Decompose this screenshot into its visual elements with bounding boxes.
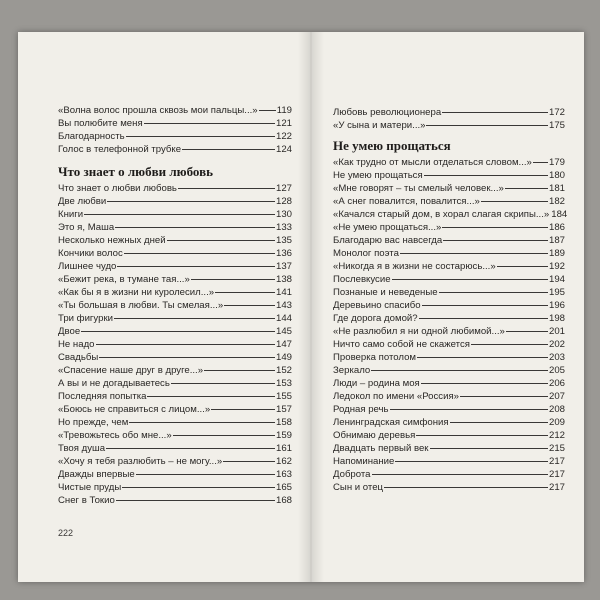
- toc-entry: [333, 182, 565, 195]
- toc-entry: [58, 286, 292, 299]
- toc-entry-page: 215: [548, 443, 565, 454]
- book-spread: [18, 32, 584, 582]
- toc-entry: [333, 273, 565, 286]
- toc-entry-page: 201: [548, 326, 565, 337]
- toc-entry-title: Благодарю вас навсегда: [333, 235, 443, 246]
- toc-entry: [58, 234, 292, 247]
- toc-entry-title: Несколько нежных дней: [58, 235, 166, 246]
- toc-entry-title: Обнимаю деревья: [333, 430, 416, 441]
- toc-entry-page: 205: [548, 365, 565, 376]
- toc-entry: [333, 312, 565, 325]
- toc-entry: [58, 377, 292, 390]
- toc-entry: [58, 390, 292, 403]
- toc-entry: [333, 260, 565, 273]
- toc-entry-title: Дважды впервые: [58, 469, 135, 480]
- toc-entry: [333, 351, 565, 364]
- toc-entry-title: Последняя попытка: [58, 391, 147, 402]
- toc-leader: [173, 435, 275, 436]
- toc-entry-page: 149: [275, 352, 292, 363]
- toc-entry: [333, 364, 565, 377]
- toc-entry-title: Но прежде, чем: [58, 417, 129, 428]
- toc-entry: [333, 247, 565, 260]
- toc-entry-page: 138: [275, 274, 292, 285]
- toc-leader: [419, 318, 548, 319]
- toc-entry: [58, 442, 292, 455]
- toc-entry-page: 155: [275, 391, 292, 402]
- toc-entry: [58, 429, 292, 442]
- toc-leader: [450, 422, 548, 423]
- toc-entry-title: «Не разлюбил я ни одной любимой...»: [333, 326, 505, 337]
- toc-leader: [116, 500, 275, 501]
- toc-entry-page: 127: [275, 183, 292, 194]
- toc-entry-page: 152: [275, 365, 292, 376]
- toc-entry-page: 187: [548, 235, 565, 246]
- toc-entry: [333, 156, 565, 169]
- toc-leader: [126, 136, 275, 137]
- toc-entry-title: «Хочу я тебя разлюбить – не могу...»: [58, 456, 223, 467]
- toc-entry-page: 196: [548, 300, 565, 311]
- toc-leader: [421, 383, 548, 384]
- toc-leader: [167, 240, 275, 241]
- toc-entry-title: Благодарность: [58, 131, 125, 142]
- toc-leader: [117, 266, 275, 267]
- toc-entry: [58, 481, 292, 494]
- toc-entry-title: Что знает о любви любовь: [58, 183, 177, 194]
- toc-entry-title: Люди – родина моя: [333, 378, 420, 389]
- toc-entry-page: 206: [548, 378, 565, 389]
- toc-entry-title: «Как трудно от мысли отделаться словом...»: [333, 157, 532, 168]
- toc-entry-title: Двадцать первый век: [333, 443, 429, 454]
- toc-entry: [58, 351, 292, 364]
- toc-entry-title: «Никогда я в жизни не состарюсь...»: [333, 261, 496, 272]
- toc-entry: [58, 403, 292, 416]
- toc-entry-page: 181: [548, 183, 565, 194]
- toc-leader: [144, 123, 275, 124]
- toc-entry: [58, 338, 292, 351]
- toc-entry: [333, 299, 565, 312]
- toc-entry-page: 153: [275, 378, 292, 389]
- toc-entry-title: Зеркало: [333, 365, 371, 376]
- toc-leader: [223, 461, 275, 462]
- toc-entry-page: 122: [275, 131, 292, 142]
- toc-entry: [333, 390, 565, 403]
- toc-entry-title: Твоя душа: [58, 443, 106, 454]
- toc-leader: [191, 279, 275, 280]
- toc-leader: [416, 435, 548, 436]
- toc-entry-page: 165: [275, 482, 292, 493]
- toc-entry: [58, 416, 292, 429]
- toc-leader: [481, 201, 548, 202]
- toc-entry-page: 145: [275, 326, 292, 337]
- toc-leader: [106, 448, 275, 449]
- toc-entry-page: 172: [548, 107, 565, 118]
- toc-entry-page: 136: [275, 248, 292, 259]
- toc-leader: [392, 279, 548, 280]
- toc-entry-title: Не умею прощаться: [333, 170, 423, 181]
- toc-leader: [96, 344, 275, 345]
- toc-entry-page: 192: [548, 261, 565, 272]
- toc-entry: [58, 130, 292, 143]
- toc-entry-title: «А снег повалится, повалится...»: [333, 196, 480, 207]
- toc-entry-page: 186: [548, 222, 565, 233]
- left-section-title: Что знает о любви любовь: [58, 164, 213, 179]
- toc-leader: [442, 227, 548, 228]
- toc-entry: [58, 273, 292, 286]
- toc-entry-title: «Спасение наше друг в друге...»: [58, 365, 204, 376]
- toc-leader: [84, 214, 275, 215]
- toc-entry-page: 209: [548, 417, 565, 428]
- toc-entry-title: Напоминание: [333, 456, 395, 467]
- toc-entry: [58, 143, 292, 156]
- toc-entry: [58, 325, 292, 338]
- toc-entry-page: 158: [275, 417, 292, 428]
- toc-entry-title: «Ты большая в любви. Ты смелая...»: [58, 300, 224, 311]
- toc-entry-title: Лишнее чудо: [58, 261, 117, 272]
- toc-leader: [114, 318, 275, 319]
- toc-leader: [460, 396, 548, 397]
- toc-entry: [333, 403, 565, 416]
- toc-leader: [259, 110, 276, 111]
- toc-entry-page: 159: [275, 430, 292, 441]
- toc-entry: [333, 377, 565, 390]
- toc-entry-title: Книги: [58, 209, 84, 220]
- toc-leader: [424, 175, 548, 176]
- right-toc-group-1: [333, 106, 565, 132]
- toc-entry: [58, 208, 292, 221]
- page-number: 222: [58, 528, 74, 538]
- toc-entry-page: 203: [548, 352, 565, 363]
- toc-entry-page: 157: [275, 404, 292, 415]
- toc-entry-title: Ничто само собой не скажется: [333, 339, 470, 350]
- toc-entry-title: «Не умею прощаться...»: [333, 222, 442, 233]
- toc-leader: [122, 487, 275, 488]
- toc-leader: [505, 188, 548, 189]
- toc-entry-page: 137: [275, 261, 292, 272]
- toc-entry: [58, 117, 292, 130]
- toc-entry-title: Родная речь: [333, 404, 389, 415]
- toc-entry: [58, 195, 292, 208]
- toc-entry-page: 217: [548, 456, 565, 467]
- toc-entry-title: Две любви: [58, 196, 107, 207]
- toc-leader: [215, 292, 275, 293]
- toc-entry-title: Послевкусие: [333, 274, 391, 285]
- toc-leader: [442, 112, 548, 113]
- toc-leader: [182, 149, 275, 150]
- toc-entry-page: 128: [275, 196, 292, 207]
- toc-leader: [136, 474, 275, 475]
- toc-entry: [58, 494, 292, 507]
- toc-entry: [58, 104, 292, 117]
- toc-entry-page: 198: [548, 313, 565, 324]
- toc-entry: [333, 234, 565, 247]
- toc-entry-title: Голос в телефонной трубке: [58, 144, 182, 155]
- toc-entry-title: Где дорога домой?: [333, 313, 418, 324]
- toc-entry: [333, 169, 565, 182]
- toc-entry-title: Не надо: [58, 339, 95, 350]
- toc-leader: [372, 474, 548, 475]
- toc-entry-page: 130: [275, 209, 292, 220]
- toc-entry-title: Двое: [58, 326, 81, 337]
- toc-leader: [178, 188, 275, 189]
- toc-leader: [99, 357, 275, 358]
- toc-entry: [58, 247, 292, 260]
- toc-entry-title: «Боюсь не справиться с лицом...»: [58, 404, 211, 415]
- toc-leader: [400, 253, 548, 254]
- toc-entry: [58, 221, 292, 234]
- toc-leader: [115, 227, 275, 228]
- toc-entry-title: Чистые пруды: [58, 482, 122, 493]
- toc-entry: [333, 286, 565, 299]
- toc-entry-page: 143: [275, 300, 292, 311]
- toc-entry-page: 161: [275, 443, 292, 454]
- toc-entry-title: Доброта: [333, 469, 371, 480]
- right-toc-group-2: [333, 156, 568, 494]
- right-page: [311, 32, 584, 582]
- toc-leader: [107, 201, 275, 202]
- toc-leader: [204, 370, 275, 371]
- toc-entry-page: 180: [548, 170, 565, 181]
- toc-entry-page: 124: [275, 144, 292, 155]
- toc-entry-page: 141: [275, 287, 292, 298]
- toc-leader: [417, 357, 548, 358]
- toc-entry: [333, 208, 568, 221]
- toc-leader: [124, 253, 275, 254]
- toc-entry: [333, 195, 565, 208]
- toc-entry-page: 147: [275, 339, 292, 350]
- toc-entry-title: «Мне говорят – ты смелый человек...»: [333, 183, 504, 194]
- toc-entry-title: «Качался старый дом, в хорал слагая скрипы...»: [333, 209, 550, 220]
- toc-leader: [471, 344, 548, 345]
- toc-entry: [58, 312, 292, 325]
- toc-entry-page: 144: [275, 313, 292, 324]
- toc-entry-page: 189: [548, 248, 565, 259]
- toc-leader: [533, 162, 548, 163]
- toc-leader: [443, 240, 548, 241]
- toc-leader: [147, 396, 275, 397]
- toc-entry-page: 119: [276, 105, 292, 116]
- toc-entry: [58, 364, 292, 377]
- right-section-title: Не умею прощаться: [333, 138, 451, 153]
- toc-entry-page: 175: [548, 120, 565, 131]
- toc-leader: [211, 409, 275, 410]
- toc-entry: [58, 455, 292, 468]
- toc-leader: [422, 305, 548, 306]
- toc-entry-title: Снег в Токио: [58, 495, 115, 506]
- toc-entry: [333, 338, 565, 351]
- toc-entry-title: Ледокол по имени «Россия»: [333, 391, 459, 402]
- toc-entry: [333, 481, 565, 494]
- toc-entry: [333, 119, 565, 132]
- toc-leader: [224, 305, 275, 306]
- toc-entry-title: Свадьбы: [58, 352, 99, 363]
- toc-leader: [497, 266, 548, 267]
- toc-leader: [390, 409, 548, 410]
- toc-entry-page: 135: [275, 235, 292, 246]
- toc-leader: [506, 331, 548, 332]
- toc-leader: [81, 331, 275, 332]
- left-toc-group-2: [58, 182, 292, 507]
- toc-leader: [395, 461, 548, 462]
- toc-entry-page: 202: [548, 339, 565, 350]
- toc-entry: [333, 429, 565, 442]
- toc-entry-title: «Тревожьтесь обо мне...»: [58, 430, 172, 441]
- toc-entry-title: Деревьино спасибо: [333, 300, 421, 311]
- toc-entry-page: 194: [548, 274, 565, 285]
- toc-entry-title: Любовь революционера: [333, 107, 442, 118]
- toc-entry-page: 184: [551, 209, 568, 220]
- toc-leader: [430, 448, 548, 449]
- toc-entry-title: Познаные и неведеные: [333, 287, 438, 298]
- toc-entry: [58, 260, 292, 273]
- toc-entry: [333, 455, 565, 468]
- toc-entry-title: Вы полюбите меня: [58, 118, 143, 129]
- toc-entry-page: 121: [275, 118, 292, 129]
- toc-entry-title: «Волна волос прошла сквозь мои пальцы...»: [58, 105, 258, 116]
- toc-entry: [333, 442, 565, 455]
- toc-entry: [333, 221, 565, 234]
- toc-entry-title: Ленинградская симфония: [333, 417, 449, 428]
- toc-entry-page: 217: [548, 482, 565, 493]
- toc-entry-title: Кончики волос: [58, 248, 123, 259]
- toc-leader: [384, 487, 548, 488]
- toc-entry: [58, 468, 292, 481]
- toc-entry-page: 162: [275, 456, 292, 467]
- toc-entry-title: «Бежит река, в тумане тая...»: [58, 274, 190, 285]
- toc-entry: [333, 106, 565, 119]
- toc-entry-page: 168: [275, 495, 292, 506]
- toc-entry: [333, 468, 565, 481]
- toc-entry-title: Монолог поэта: [333, 248, 399, 259]
- toc-leader: [129, 422, 275, 423]
- left-toc-group-1: [58, 104, 292, 156]
- toc-entry-page: 133: [275, 222, 292, 233]
- toc-entry-title: Сын и отец: [333, 482, 384, 493]
- toc-entry: [58, 182, 292, 195]
- toc-entry-page: 212: [548, 430, 565, 441]
- left-page: [18, 32, 311, 582]
- toc-entry-title: «У сына и матери...»: [333, 120, 426, 131]
- toc-entry-title: «Как бы я в жизни ни куролесил...»: [58, 287, 215, 298]
- toc-leader: [371, 370, 548, 371]
- toc-entry-page: 163: [275, 469, 292, 480]
- toc-entry-page: 179: [548, 157, 565, 168]
- toc-entry-page: 195: [548, 287, 565, 298]
- toc-entry-page: 207: [548, 391, 565, 402]
- toc-leader: [439, 292, 548, 293]
- toc-entry-title: Три фигурки: [58, 313, 114, 324]
- toc-entry-title: Это я, Маша: [58, 222, 115, 233]
- toc-entry: [58, 299, 292, 312]
- toc-entry-page: 208: [548, 404, 565, 415]
- toc-entry-title: А вы и не догадываетесь: [58, 378, 170, 389]
- toc-entry-page: 182: [548, 196, 565, 207]
- toc-entry-page: 217: [548, 469, 565, 480]
- toc-entry: [333, 325, 565, 338]
- toc-entry: [333, 416, 565, 429]
- toc-leader: [171, 383, 275, 384]
- toc-entry-title: Проверка потолом: [333, 352, 417, 363]
- toc-leader: [426, 125, 548, 126]
